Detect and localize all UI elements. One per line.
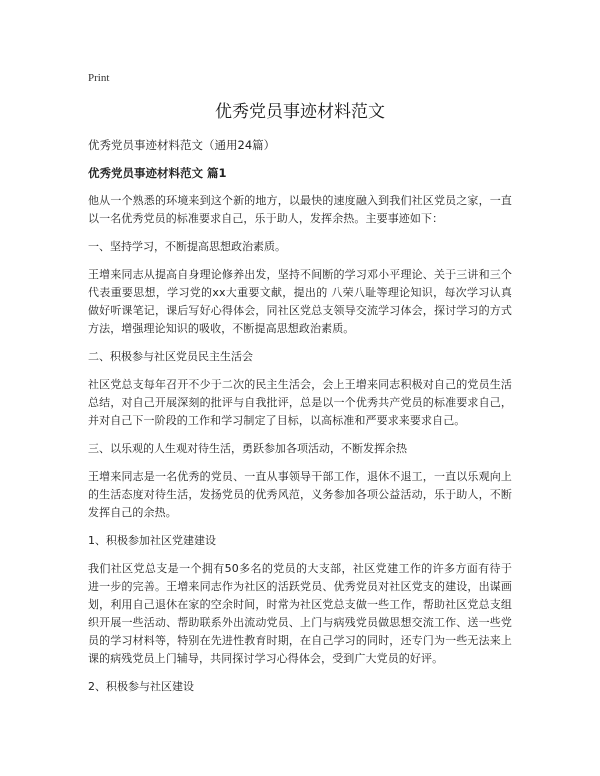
party-building-paragraph: 我们社区党总支是一个拥有50多名的党员的大支部，社区党建工作的许多方面有待于进一步的完善。王增来同志作为社区的活跃党员、优秀党员对社区党支的建设，出谋画划，利用自己退休在家的空余时间，时常为社区党总支做一些工作，帮助社区党总支组织开展一些活动、帮助联系外出流动党员、上门与病残党员做思想交流工作、送一些党员的学习材料等，特别在先进性教育时期，在自己学习的同时，还专门为一些无法来上课的病残党员上门辅导，共同探讨学习心得体会，受到广大党员的好评。: [88, 562, 512, 665]
study-paragraph: 王增来同志从提高自身理论修养出发，坚持不间断的学习邓小平理论、关于三讲和三个代表重要思想，学习党的xx大重要文献，提出的 八荣八耻等理论知识，每次学习认真做好听课笔记，课后写好心得体会，同社区党总支领导交流学习体会，探讨学习的方式方法，增强理论知识的吸收，不断提高思想政治素质。: [88, 268, 512, 335]
democratic-life-paragraph: 社区党总支每年召开不少于二次的民主生活会，会上王增来同志积极对自己的党员生活总结，对自己开展深刻的批评与自我批评，总是以一个优秀共产党员的标准要求自己，并对自己下一阶段的工作和学习制定了目标，以高标准和严要求来要求自己。: [88, 378, 512, 427]
heading-optimism: 三、以乐观的人生观对待生活，勇跃参加各项活动，不断发挥余热: [88, 442, 407, 455]
heading-study: 一、坚持学习，不断提高思想政治素质。: [88, 240, 286, 253]
heading-community-building: 2、积极参与社区建设: [88, 680, 194, 693]
heading-party-building: 1、积极参加社区党建建设: [88, 534, 216, 547]
document-subtitle: 优秀党员事迹材料范文（通用24篇）: [88, 138, 276, 152]
page-title: 优秀党员事迹材料范文: [215, 102, 385, 122]
print-link[interactable]: Print: [88, 72, 110, 84]
optimism-paragraph: 王增来同志是一名优秀的党员、一直从事领导干部工作，退休不退工，一直以乐观向上的生活态度对待生活，发扬党员的优秀风范，义务参加各项公益活动，乐于助人，不断发挥自己的余热。: [88, 470, 512, 519]
intro-paragraph: 他从一个熟悉的环境来到这个新的地方，以最快的速度融入到我们社区党员之家，一直以一名优秀党员的标准要求自己，乐于助人，发挥余热。主要事迹如下：: [88, 194, 512, 225]
heading-democratic-life: 二、积极参与社区党员民主生活会: [88, 350, 253, 363]
section-title: 优秀党员事迹材料范文 篇1: [88, 166, 227, 180]
